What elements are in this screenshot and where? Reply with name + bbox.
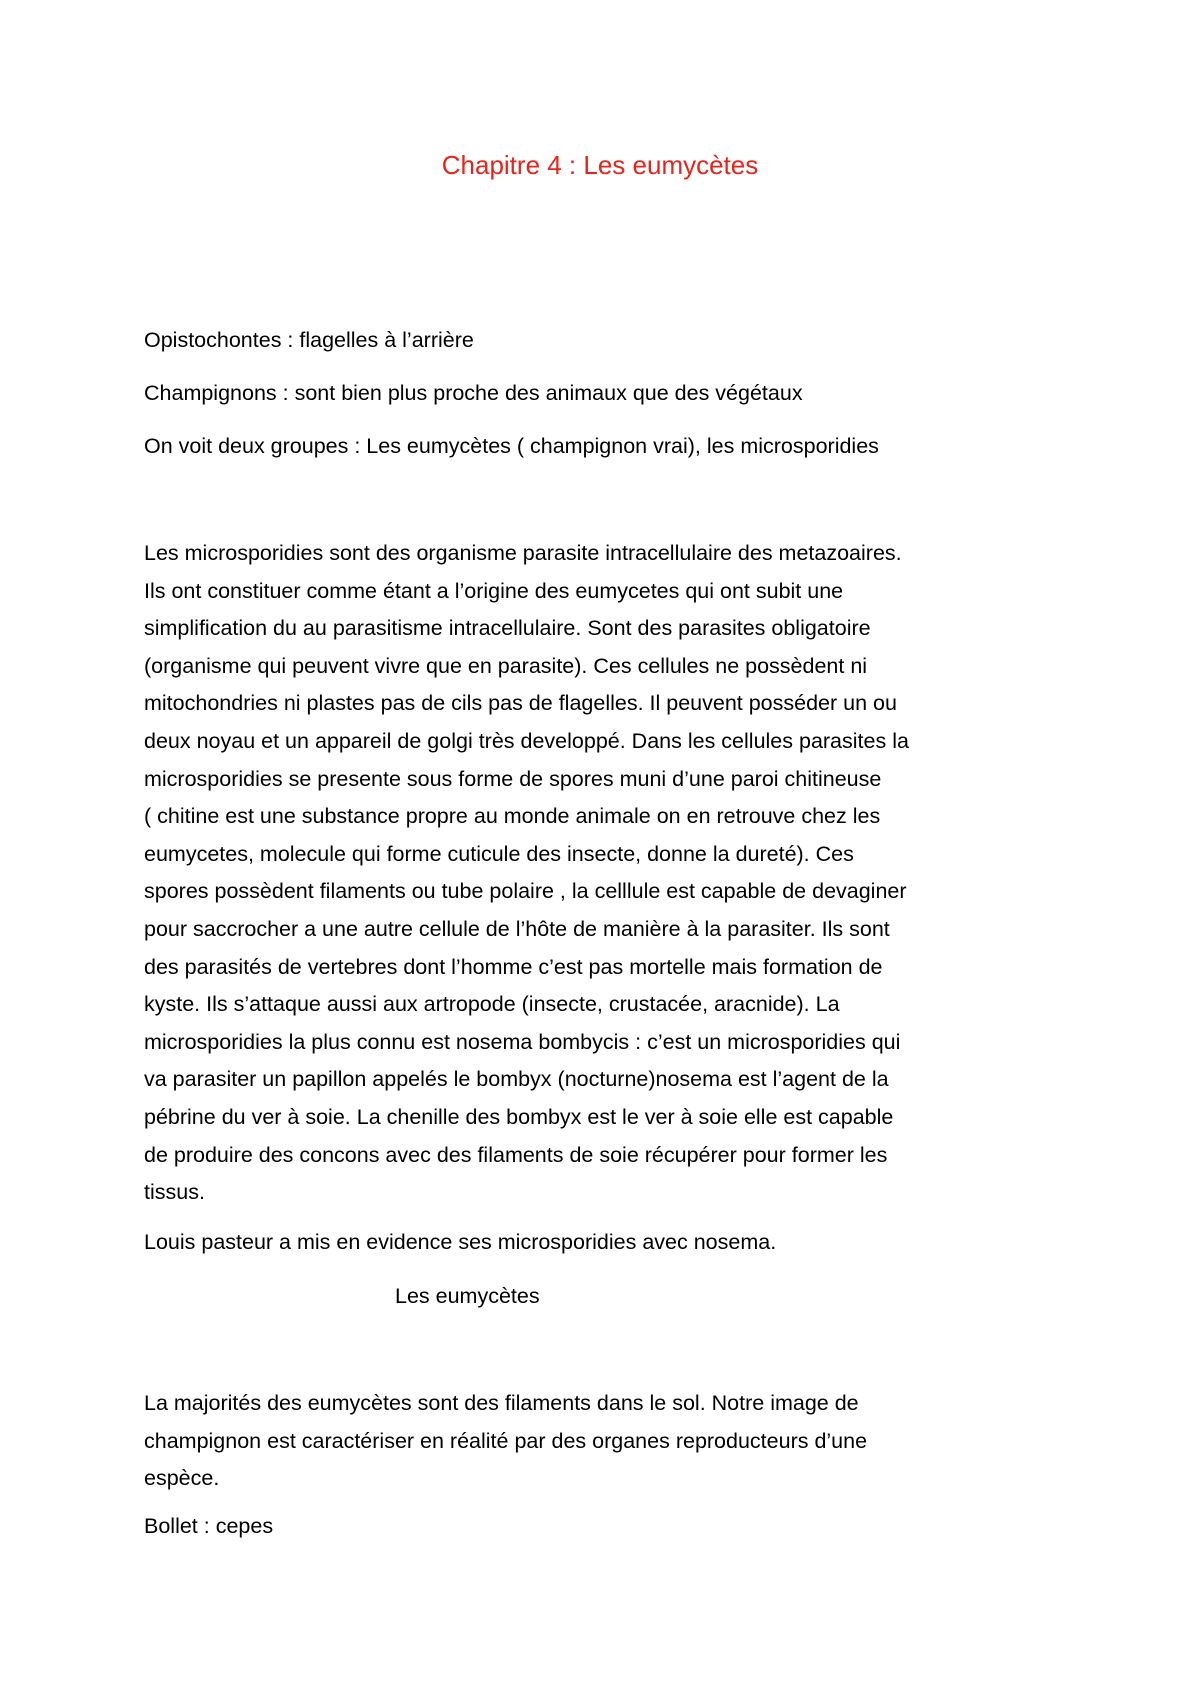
- paragraph-line: spores possèdent filaments ou tube polaire , la celllule est capable de devaginer: [144, 879, 907, 904]
- microsporidies-paragraph: [144, 535, 909, 1212]
- section-heading-eumycetes: Les eumycètes: [395, 1284, 540, 1308]
- intro-line-groupes: On voit deux groupes : Les eumycètes ( champignon vrai), les microsporidies: [144, 434, 879, 458]
- paragraph-line: des parasités de vertebres dont l’homme c’est pas mortelle mais formation de: [144, 954, 883, 979]
- paragraph-line: microsporidies se presente sous forme de spores muni d’une paroi chitineuse: [144, 766, 882, 791]
- paragraph-line: pébrine du ver à soie. La chenille des bombyx est le ver à soie elle est capable: [144, 1104, 894, 1129]
- paragraph-line: de produire des concons avec des filaments de soie récupérer pour former les: [144, 1142, 888, 1167]
- paragraph-line: pour saccrocher a une autre cellule de l’hôte de manière à la parasiter. Ils sont: [144, 916, 890, 941]
- paragraph-line: Les microsporidies sont des organisme parasite intracellulaire des metazoaires.: [144, 541, 902, 565]
- paragraph-line: microsporidies la plus connu est nosema bombycis : c’est un microsporidies qui: [144, 1029, 901, 1054]
- paragraph-line: Ils ont constituer comme étant a l’origine des eumycetes qui ont subit une: [144, 578, 844, 603]
- paragraph-line: (organisme qui peuvent vivre que en parasite). Ces cellules ne possèdent ni: [144, 653, 868, 678]
- paragraph-line: tissus.: [144, 1180, 205, 1205]
- paragraph-line: deux noyau et un appareil de golgi très developpé. Dans les cellules parasites la: [144, 728, 909, 753]
- paragraph-line: va parasiter un papillon appelés le bombyx (nocturne)nosema est l’agent de la: [144, 1067, 889, 1092]
- intro-line-opistochontes: Opistochontes : flagelles à l’arrière: [144, 328, 474, 352]
- paragraph-line: ( chitine est une substance propre au monde animale on en retrouve chez les: [144, 804, 881, 829]
- paragraph-line: La majorités des eumycètes sont des filaments dans le sol. Notre image de: [144, 1391, 859, 1415]
- paragraph-line: kyste. Ils s’attaque aussi aux artropode (insecte, crustacée, aracnide). La: [144, 992, 840, 1017]
- intro-line-champignons: Champignons : sont bien plus proche des animaux que des végétaux: [144, 381, 803, 405]
- paragraph-line: mitochondries ni plastes pas de cils pas de flagelles. Il peuvent posséder un ou: [144, 691, 897, 716]
- eumycetes-paragraph: [144, 1385, 867, 1498]
- chapter-title: Chapitre 4 : Les eumycètes: [441, 150, 759, 180]
- bollet-line: Bollet : cepes: [144, 1514, 274, 1538]
- paragraph-line: eumycetes, molecule qui forme cuticule des insecte, donne la dureté). Ces: [144, 841, 854, 866]
- paragraph-line: champignon est caractériser en réalité par des organes reproducteurs d’une: [144, 1428, 868, 1453]
- paragraph-line: simplification du au parasitisme intracellulaire. Sont des parasites obligatoire: [144, 616, 871, 641]
- paragraph-line: espèce.: [144, 1466, 220, 1491]
- pasteur-line: Louis pasteur a mis en evidence ses microsporidies avec nosema.: [144, 1230, 777, 1254]
